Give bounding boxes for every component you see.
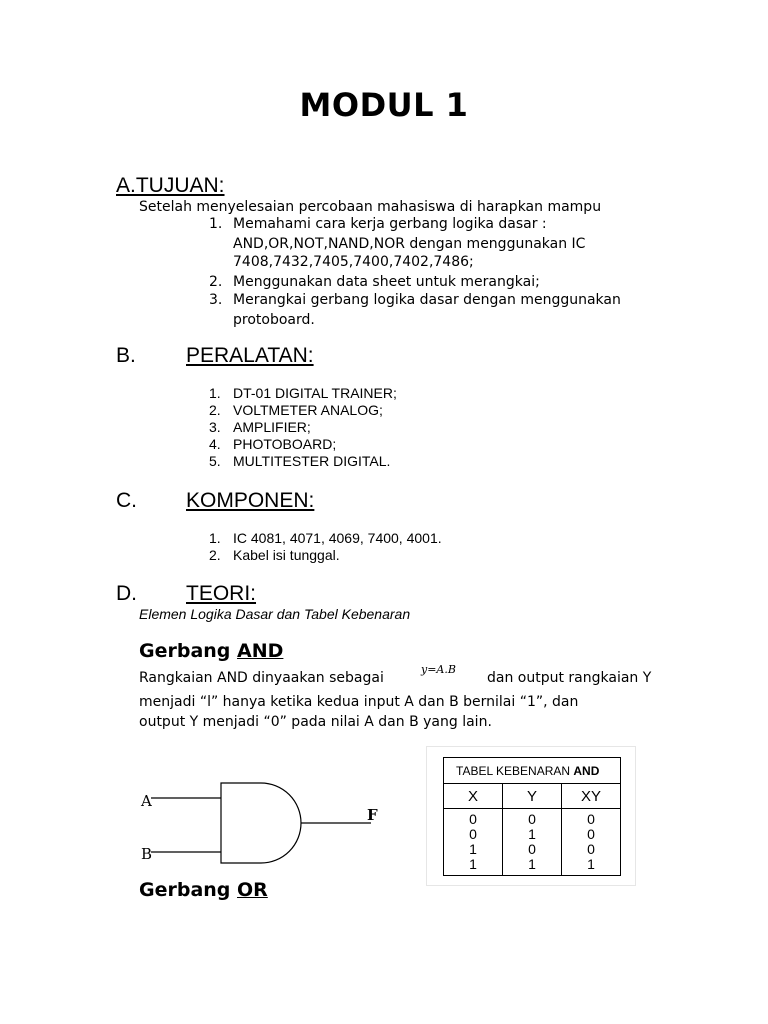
section-letter-komponen: C. <box>116 489 137 512</box>
list-item <box>209 436 609 453</box>
list-number: 5. <box>209 453 221 469</box>
tujuan-heading-text: A.TUJUAN: <box>116 174 225 197</box>
and-description-line1-end: dan output rangkaian Y <box>487 670 652 686</box>
komponen-heading-text: KOMPONEN: <box>186 489 315 512</box>
peralatan-heading-text: PERALATAN: <box>186 344 314 367</box>
list-line: Merangkai gerbang logika dasar dengan menggunakan <box>233 292 621 308</box>
cell-value: 0 <box>587 826 595 842</box>
section-heading-peralatan <box>186 344 314 368</box>
and-gate-symbol <box>221 783 301 863</box>
peralatan-list <box>209 385 609 470</box>
truth-table-and <box>443 757 621 876</box>
cell-value: 0 <box>587 811 595 827</box>
cell-value: 1 <box>469 841 477 857</box>
list-number: 1. <box>209 530 221 546</box>
komponen-list <box>209 530 609 564</box>
list-text: AMPLIFIER; <box>233 419 311 435</box>
cell-value: 1 <box>528 856 536 872</box>
and-formula: y=A.B <box>421 663 456 676</box>
list-number: 1. <box>209 216 223 232</box>
list-item <box>209 273 689 291</box>
list-line: AND,OR,NOT,NAND,NOR dengan menggunakan IC <box>233 236 586 252</box>
list-line: Memahami cara kerja gerbang logika dasar : <box>233 216 547 232</box>
list-line: protoboard. <box>233 312 315 328</box>
cell-value: 1 <box>587 856 595 872</box>
cell-value: 1 <box>469 856 477 872</box>
cell-value: 0 <box>469 811 477 827</box>
cell-value: 0 <box>587 841 595 857</box>
list-item <box>209 291 689 329</box>
list-line: Menggunakan data sheet untuk merangkai; <box>233 274 540 290</box>
list-item <box>209 385 609 402</box>
list-text: VOLTMETER ANALOG; <box>233 402 383 418</box>
list-item <box>209 530 609 547</box>
column-values-xy <box>562 809 621 876</box>
section-heading-teori <box>186 582 256 606</box>
list-number: 2. <box>209 402 221 418</box>
and-heading-prefix: Gerbang <box>139 640 238 662</box>
and-heading-gate: AND <box>237 640 284 662</box>
input-b-label: B <box>141 845 153 863</box>
truth-table-caption <box>444 758 621 784</box>
cell-value: 0 <box>528 841 536 857</box>
or-heading-gate: OR <box>237 879 268 901</box>
column-header-xy: XY <box>562 784 621 809</box>
list-number: 1. <box>209 385 221 401</box>
list-item <box>209 402 609 419</box>
or-heading-prefix: Gerbang <box>139 879 238 901</box>
list-text: Kabel isi tunggal. <box>233 547 340 563</box>
column-header-x: X <box>444 784 503 809</box>
and-gate-heading <box>139 640 283 662</box>
and-description-line3: output Y menjadi “0” pada nilai A dan B yang lain. <box>139 714 492 730</box>
list-number: 3. <box>209 419 221 435</box>
caption-bold: AND <box>573 763 600 778</box>
teori-heading-text: TEORI: <box>186 582 257 605</box>
input-a-label: A <box>141 792 152 810</box>
list-item <box>209 215 689 271</box>
tujuan-intro: Setelah menyelesaian percobaan mahasiswa di harapkan mampu <box>139 199 602 215</box>
list-line: 7408,7432,7405,7400,7402,7486; <box>233 254 474 270</box>
list-text: PHOTOBOARD; <box>233 436 337 452</box>
tujuan-list <box>209 215 689 329</box>
or-gate-heading <box>139 879 268 901</box>
list-number: 2. <box>209 547 221 563</box>
cell-value: 1 <box>528 826 536 842</box>
output-f-label: F <box>367 806 378 824</box>
list-text: DT-01 DIGITAL TRAINER; <box>233 385 397 401</box>
cell-value: 0 <box>528 811 536 827</box>
list-number: 4. <box>209 436 221 452</box>
list-number: 2. <box>209 274 223 290</box>
list-text: MULTITESTER DIGITAL. <box>233 453 391 469</box>
column-values-x <box>444 809 503 876</box>
and-gate-diagram <box>136 780 386 865</box>
section-heading-tujuan <box>116 174 225 198</box>
column-header-y: Y <box>503 784 562 809</box>
column-values-y <box>503 809 562 876</box>
section-heading-komponen <box>186 489 314 513</box>
caption-prefix: TABEL KEBENARAN <box>456 763 574 778</box>
list-item <box>209 453 609 470</box>
and-description-line2: menjadi “l” hanya ketika kedua input A dan B bernilai “1”, dan <box>139 694 579 710</box>
section-letter-teori: D. <box>116 582 137 605</box>
page-title: MODUL 1 <box>299 86 469 124</box>
section-letter-peralatan: B. <box>116 344 136 367</box>
teori-subtitle: Elemen Logika Dasar dan Tabel Kebenaran <box>139 606 411 622</box>
list-text: IC 4081, 4071, 4069, 7400, 4001. <box>233 530 442 546</box>
and-description-line1: Rangkaian AND dinyaakan sebagai <box>139 670 384 686</box>
cell-value: 0 <box>469 826 477 842</box>
list-item <box>209 419 609 436</box>
list-number: 3. <box>209 292 223 308</box>
list-item <box>209 547 609 564</box>
